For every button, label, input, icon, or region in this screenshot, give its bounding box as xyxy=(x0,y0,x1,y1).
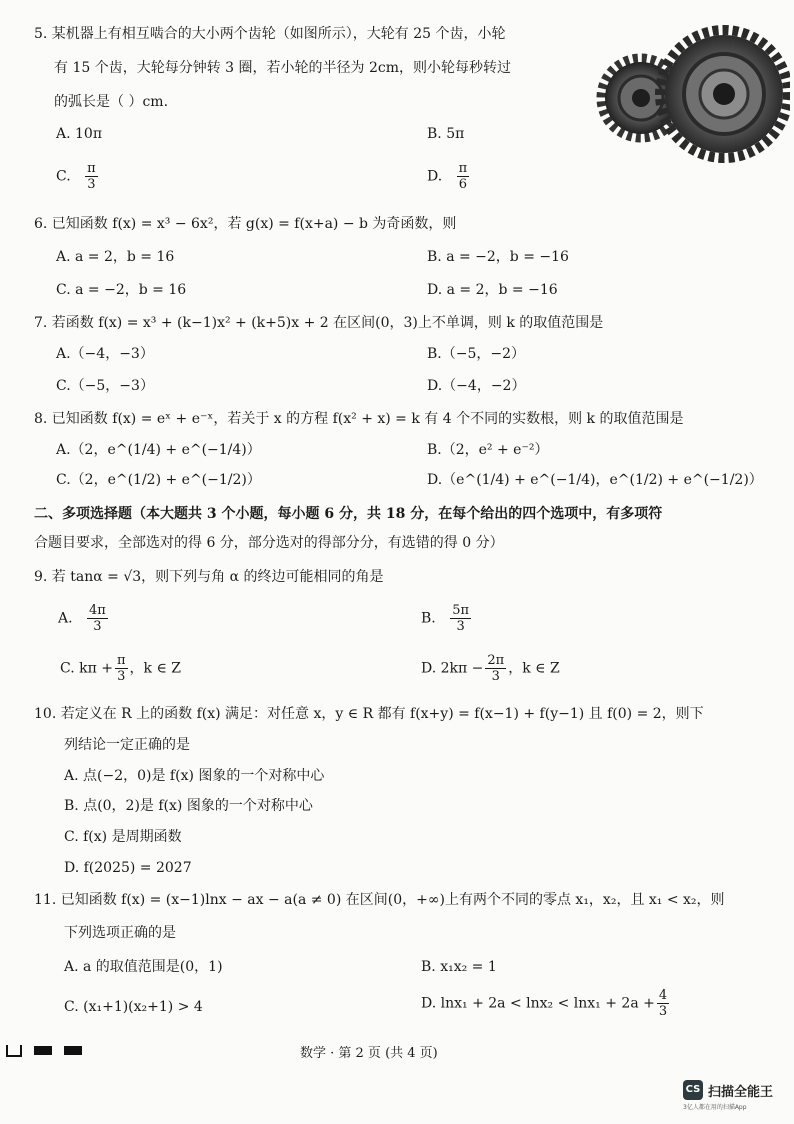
q9-a-numerator: 4π xyxy=(89,603,106,618)
q9-c-denominator: 3 xyxy=(117,669,126,684)
q9-option-c-suffix: ，k ∈ Z xyxy=(129,660,182,677)
q11-option-b: B. x₁x₂ = 1 xyxy=(421,959,497,975)
q11-stem-line1: 11. 已知函数 f(x) = (x−1)lnx − ax − a(a ≠ 0) 在区间(0，+∞)上有两个不同的零点 x₁，x₂，且 x₁ < x₂，则 xyxy=(34,892,725,908)
q7-stem: 7. 若函数 f(x) = x³ + (k−1)x² + (k+5)x + 2 在区间(0，3)上不单调，则 k 的取值范围是 xyxy=(34,315,604,331)
q11-stem-line2: 下列选项正确的是 xyxy=(64,925,176,941)
q11-d-denominator: 3 xyxy=(658,1004,668,1019)
q5-d-denominator: 6 xyxy=(458,177,468,192)
q10-stem-line1: 10. 若定义在 R 上的函数 f(x) 满足：对任意 x，y ∈ R 都有 f(x+y) = f(x−1) + f(y−1) 且 f(0) = 2，则下 xyxy=(34,706,704,722)
q9-option-b-label: B. xyxy=(421,610,436,627)
q11-option-d-prefix: D. lnx₁ + 2a < lnx₂ < lnx₁ + 2a + xyxy=(421,995,655,1012)
q9-d-denominator: 3 xyxy=(491,669,500,684)
q5-option-d-label: D. xyxy=(427,168,443,185)
q5-stem-line1: 5. 某机器上有相互啮合的大小两个齿轮（如图所示），大轮有 25 个齿，小轮 xyxy=(34,26,506,42)
q11-d-numerator: 4 xyxy=(658,988,668,1003)
q5-c-denominator: 3 xyxy=(87,177,96,192)
q8-option-a: A.（2，e^(1/4) + e^(−1/4)） xyxy=(56,442,261,458)
q9-a-denominator: 3 xyxy=(93,619,102,634)
q9-option-d-prefix: D. 2kπ − xyxy=(421,660,484,677)
q5-option-a: A. 10π xyxy=(56,126,103,142)
q8-option-c: C.（2，e^(1/2) + e^(−1/2)） xyxy=(56,472,261,488)
q9-option-d-fraction xyxy=(485,653,506,684)
q6-option-c: C. a = −2，b = 16 xyxy=(56,282,187,298)
q9-option-a-fraction xyxy=(87,603,108,634)
q5-option-b: B. 5π xyxy=(427,126,465,142)
q10-option-d: D. f(2025) = 2027 xyxy=(64,860,192,876)
q5-option-d-fraction xyxy=(457,161,470,192)
registration-mark xyxy=(64,1046,82,1055)
q7-option-d: D.（−4，−2） xyxy=(427,378,526,394)
q7-option-b: B.（−5，−2） xyxy=(427,346,526,362)
q5-option-d xyxy=(427,161,471,192)
q9-stem: 9. 若 tanα = √3，则下列与角 α 的终边可能相同的角是 xyxy=(34,569,384,585)
q9-option-c-prefix: C. kπ + xyxy=(60,660,113,677)
q11-option-d xyxy=(421,988,671,1019)
q9-option-c-fraction xyxy=(115,653,128,684)
q9-option-a-label: A. xyxy=(58,610,73,627)
q8-option-d: D.（e^(1/4) + e^(−1/4)，e^(1/2) + e^(−1/2)） xyxy=(427,472,763,488)
section2-heading-line2: 合题目要求，全部选对的得 6 分，部分选对的得部分分，有选错的得 0 分） xyxy=(34,535,504,551)
camscanner-tagline: 3亿人都在用的扫描App xyxy=(683,1104,747,1111)
q10-stem-line2: 列结论一定正确的是 xyxy=(64,737,190,753)
large-gear xyxy=(660,30,788,158)
q5-stem-line3: 的弧长是（ ）cm. xyxy=(54,94,169,110)
q9-option-d-suffix: ，k ∈ Z xyxy=(508,660,560,677)
q5-option-c-fraction xyxy=(85,161,98,192)
q7-option-c: C.（−5，−3） xyxy=(56,378,154,394)
q9-b-numerator: 5π xyxy=(452,603,470,618)
q8-stem: 8. 已知函数 f(x) = eˣ + e⁻ˣ，若关于 x 的方程 f(x² + x) = k 有 4 个不同的实数根，则 k 的取值范围是 xyxy=(34,411,684,427)
q9-b-denominator: 3 xyxy=(456,619,465,634)
q10-option-b: B. 点(0，2)是 f(x) 图象的一个对称中心 xyxy=(64,798,313,814)
corner-mark xyxy=(6,1045,22,1057)
page-footer: 数学 · 第 2 页 (共 4 页) xyxy=(300,1046,438,1061)
camscanner-logo-icon: CS xyxy=(683,1080,703,1100)
q8-option-b: B.（2，e² + e⁻²） xyxy=(427,442,549,458)
q7-option-a: A.（−4，−3） xyxy=(56,346,154,362)
q11-option-a: A. a 的取值范围是(0，1) xyxy=(64,959,223,975)
q6-option-a: A. a = 2，b = 16 xyxy=(56,249,175,265)
q9-c-numerator: π xyxy=(116,653,126,668)
q5-stem-line2: 有 15 个齿，大轮每分钟转 3 圈，若小轮的半径为 2cm，则小轮每秒转过 xyxy=(54,60,511,76)
q10-option-a: A. 点(−2，0)是 f(x) 图象的一个对称中心 xyxy=(64,768,325,784)
q9-option-b-fraction xyxy=(450,603,471,634)
q9-option-b xyxy=(421,603,473,634)
registration-mark xyxy=(34,1046,52,1055)
q6-stem: 6. 已知函数 f(x) = x³ − 6x²，若 g(x) = f(x+a) − b 为奇函数，则 xyxy=(34,216,457,232)
section2-heading-line1: 二、多项选择题（本大题共 3 个小题，每小题 6 分，共 18 分，在每个给出的四个选项中，有多项符 xyxy=(34,506,663,522)
q9-option-d xyxy=(421,653,560,684)
q5-d-numerator: π xyxy=(458,161,468,176)
q5-option-c xyxy=(56,161,100,192)
q9-option-c xyxy=(60,653,181,684)
q11-option-d-fraction xyxy=(657,988,669,1019)
gears-figure xyxy=(596,22,790,164)
q6-option-d: D. a = 2，b = −16 xyxy=(427,282,558,298)
camscanner-name: 扫描全能王 xyxy=(708,1085,774,1100)
q6-option-b: B. a = −2，b = −16 xyxy=(427,249,569,265)
q9-option-a xyxy=(58,603,110,634)
q5-option-c-label: C. xyxy=(56,168,71,185)
q10-option-c: C. f(x) 是周期函数 xyxy=(64,829,182,845)
q11-option-c: C. (x₁+1)(x₂+1) > 4 xyxy=(64,999,203,1015)
q5-c-numerator: π xyxy=(87,161,96,176)
q9-d-numerator: 2π xyxy=(487,653,505,668)
